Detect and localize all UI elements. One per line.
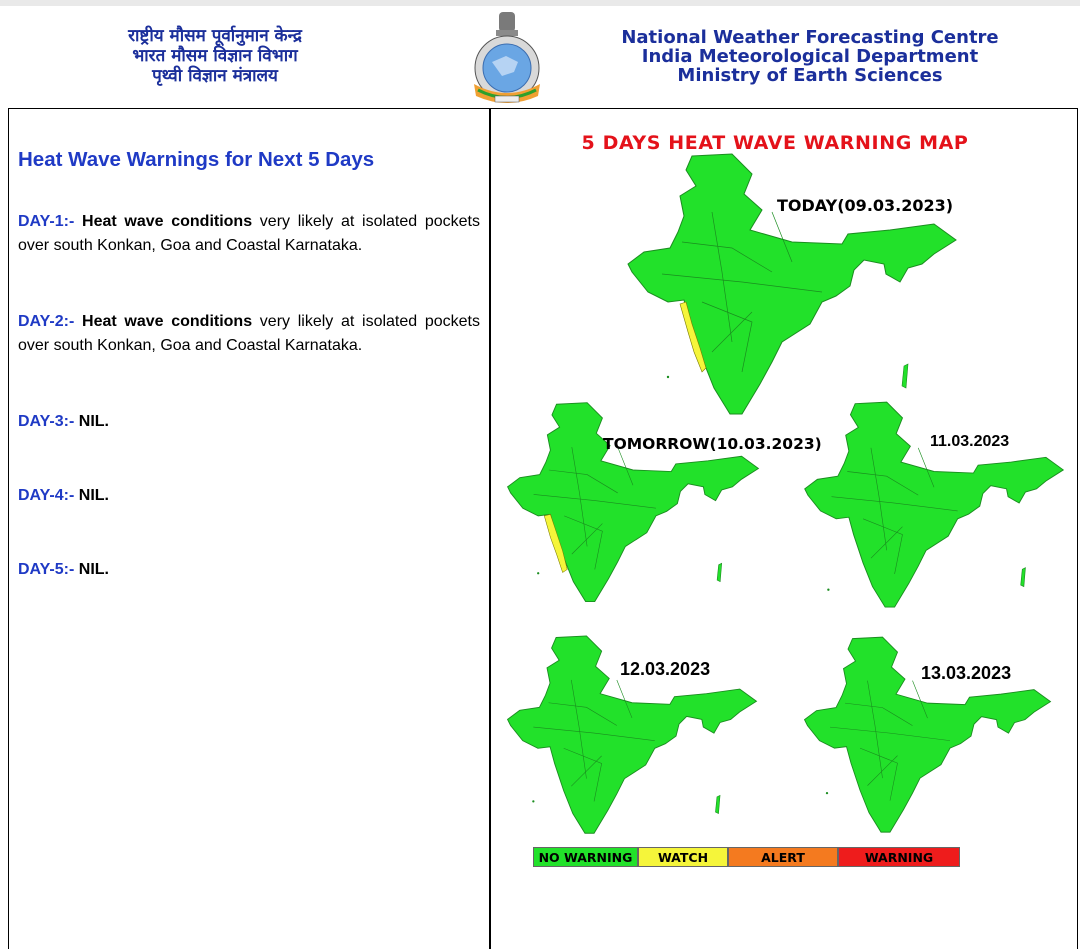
color-legend: [533, 847, 960, 867]
india-map-day-1: [622, 152, 962, 417]
day-3-label: DAY-3:-: [18, 413, 75, 430]
map-label-12-03: 12.03.2023: [620, 659, 711, 679]
map-label-11-03: 11.03.2023: [930, 433, 1010, 450]
hindi-header: [60, 26, 370, 86]
day-3-bold: NIL.: [78, 413, 109, 430]
english-header: [585, 28, 1035, 85]
hindi-line-3: पृथ्वी विज्ञान मंत्रालय: [152, 66, 278, 86]
english-line-3: Ministry of Earth Sciences: [677, 65, 943, 86]
day-5-warning: [18, 558, 480, 582]
warnings-title: Heat Wave Warnings for Next 5 Days: [18, 148, 375, 171]
day-1-bold: Heat wave conditions: [82, 213, 253, 230]
legend-no-warning: NO WARNING: [533, 847, 638, 867]
day-1-label: DAY-1:-: [18, 213, 75, 230]
india-map-day-3: [800, 400, 1068, 610]
column-divider: [489, 108, 491, 949]
day-2-warning: [18, 310, 480, 358]
india-map-day-5: [800, 626, 1055, 844]
english-line-2: India Meteorological Department: [641, 46, 979, 67]
day-5-bold: NIL.: [78, 561, 109, 578]
map-title: 5 DAYS HEAT WAVE WARNING MAP: [581, 132, 969, 154]
day-2-text: very likely at isolated pockets over south Konkan, Goa and Coastal Karnataka.: [18, 313, 480, 354]
legend-watch: WATCH: [638, 847, 728, 867]
warnings-panel: [18, 148, 480, 578]
day-4-bold: NIL.: [78, 487, 109, 504]
day-4-label: DAY-4:-: [18, 487, 75, 504]
map-label-13-03: 13.03.2023: [921, 663, 1012, 683]
day-1-warning: [18, 210, 480, 258]
legend-warning: WARNING: [838, 847, 960, 867]
day-5-label: DAY-5:-: [18, 561, 75, 578]
day-3-warning: [18, 410, 480, 434]
day-4-warning: [18, 484, 480, 508]
legend-alert: ALERT: [728, 847, 838, 867]
imd-emblem-icon: [466, 10, 548, 104]
top-strip: [0, 0, 1080, 6]
hindi-line-2: भारत मौसम विज्ञान विभाग: [132, 46, 298, 66]
map-label-tomorrow: TOMORROW(10.03.2023): [603, 435, 822, 453]
day-2-label: DAY-2:-: [18, 313, 75, 330]
hindi-line-1: राष्ट्रीय मौसम पूर्वानुमान केन्द्र: [128, 26, 302, 46]
day-2-bold: Heat wave conditions: [82, 313, 253, 330]
english-line-1: National Weather Forecasting Centre: [621, 27, 999, 48]
india-map-day-2: [503, 400, 763, 605]
map-label-today: TODAY(09.03.2023): [777, 196, 954, 215]
day-1-text: very likely at isolated pockets over south Konkan, Goa and Coastal Karnataka.: [18, 213, 480, 254]
